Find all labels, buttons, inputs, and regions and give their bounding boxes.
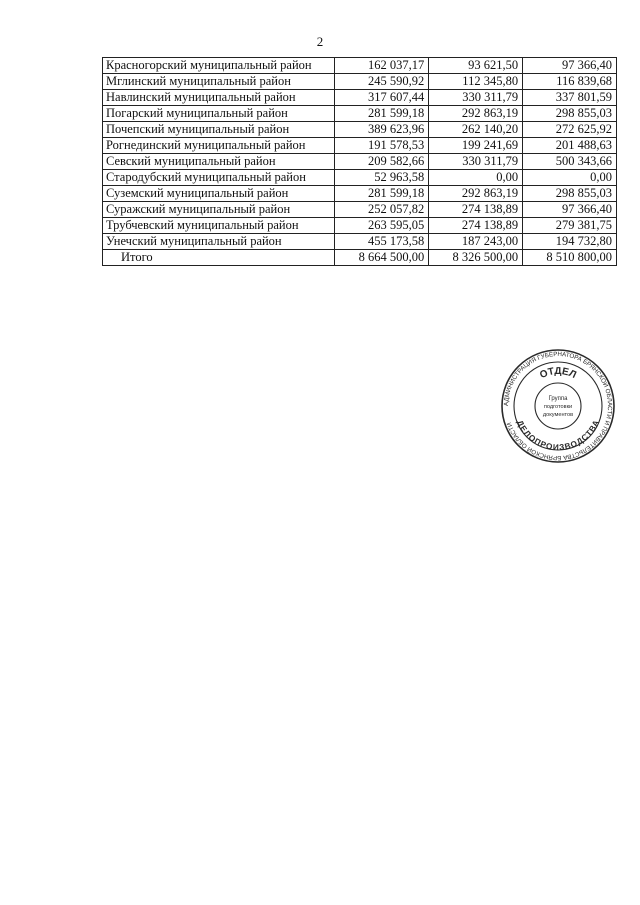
value-1: 252 057,82 [335, 202, 429, 218]
value-2: 187 243,00 [429, 234, 523, 250]
value-1: 162 037,17 [335, 58, 429, 74]
value-3: 298 855,03 [523, 186, 617, 202]
value-2: 330 311,79 [429, 90, 523, 106]
value-1: 263 595,05 [335, 218, 429, 234]
stamp-center-line-3: документов [542, 412, 574, 418]
district-name: Суражский муниципальный район [103, 202, 335, 218]
table-row [103, 58, 617, 74]
value-1: 209 582,66 [335, 154, 429, 170]
stamp-arc-bottom: ДЕЛОПРОИЗВОДСТВА [515, 418, 601, 452]
value-3: 272 625,92 [523, 122, 617, 138]
value-1: 52 963,58 [335, 170, 429, 186]
total-value-1: 8 664 500,00 [335, 250, 429, 266]
table-row [103, 90, 617, 106]
value-3: 201 488,63 [523, 138, 617, 154]
district-name: Севский муниципальный район [103, 154, 335, 170]
table-row [103, 186, 617, 202]
value-1: 389 623,96 [335, 122, 429, 138]
stamp-ring-text: АДМИНИСТРАЦИЯ ГУБЕРНАТОРА БРЯНСКОЙ ОБЛАСТИ И ПРАВИТЕЛЬСТВА БРЯНСКОЙ ОБЛАСТИ [502, 350, 614, 462]
district-name: Мглинский муниципальный район [103, 74, 335, 90]
district-name: Красногорский муниципальный район [103, 58, 335, 74]
district-name: Навлинский муниципальный район [103, 90, 335, 106]
value-1: 281 599,18 [335, 106, 429, 122]
district-name: Трубчевский муниципальный район [103, 218, 335, 234]
district-name: Рогнединский муниципальный район [103, 138, 335, 154]
table-row [103, 106, 617, 122]
stamp-center-line-2: подготовки [543, 404, 573, 410]
value-1: 245 590,92 [335, 74, 429, 90]
total-row [103, 250, 617, 266]
table-row [103, 170, 617, 186]
value-2: 0,00 [429, 170, 523, 186]
table-row [103, 138, 617, 154]
value-3: 194 732,80 [523, 234, 617, 250]
stamp-center-line-1: Группа [548, 396, 568, 402]
total-value-3: 8 510 800,00 [523, 250, 617, 266]
value-2: 274 138,89 [429, 202, 523, 218]
district-name: Суземский муниципальный район [103, 186, 335, 202]
value-2: 112 345,80 [429, 74, 523, 90]
table-row [103, 122, 617, 138]
district-name: Почепский муниципальный район [103, 122, 335, 138]
value-2: 292 863,19 [429, 106, 523, 122]
value-3: 97 366,40 [523, 58, 617, 74]
value-2: 93 621,50 [429, 58, 523, 74]
value-1: 317 607,44 [335, 90, 429, 106]
table-row [103, 202, 617, 218]
value-2: 292 863,19 [429, 186, 523, 202]
district-name: Унечский муниципальный район [103, 234, 335, 250]
table-row [103, 154, 617, 170]
stamp-arc-top: ОТДЕЛ [538, 365, 578, 382]
value-1: 455 173,58 [335, 234, 429, 250]
value-3: 337 801,59 [523, 90, 617, 106]
value-3: 298 855,03 [523, 106, 617, 122]
value-3: 279 381,75 [523, 218, 617, 234]
table-row [103, 234, 617, 250]
value-1: 191 578,53 [335, 138, 429, 154]
value-2: 274 138,89 [429, 218, 523, 234]
table-body [103, 58, 617, 250]
value-3: 500 343,66 [523, 154, 617, 170]
district-name: Погарский муниципальный район [103, 106, 335, 122]
table-row [103, 218, 617, 234]
value-2: 330 311,79 [429, 154, 523, 170]
value-3: 97 366,40 [523, 202, 617, 218]
budget-table [102, 57, 617, 266]
total-value-2: 8 326 500,00 [429, 250, 523, 266]
district-name: Стародубский муниципальный район [103, 170, 335, 186]
value-3: 0,00 [523, 170, 617, 186]
value-3: 116 839,68 [523, 74, 617, 90]
page-number: 2 [316, 34, 324, 49]
value-1: 281 599,18 [335, 186, 429, 202]
table-row [103, 74, 617, 90]
value-2: 199 241,69 [429, 138, 523, 154]
office-stamp [500, 348, 616, 464]
total-label: Итого [103, 250, 335, 266]
value-2: 262 140,20 [429, 122, 523, 138]
